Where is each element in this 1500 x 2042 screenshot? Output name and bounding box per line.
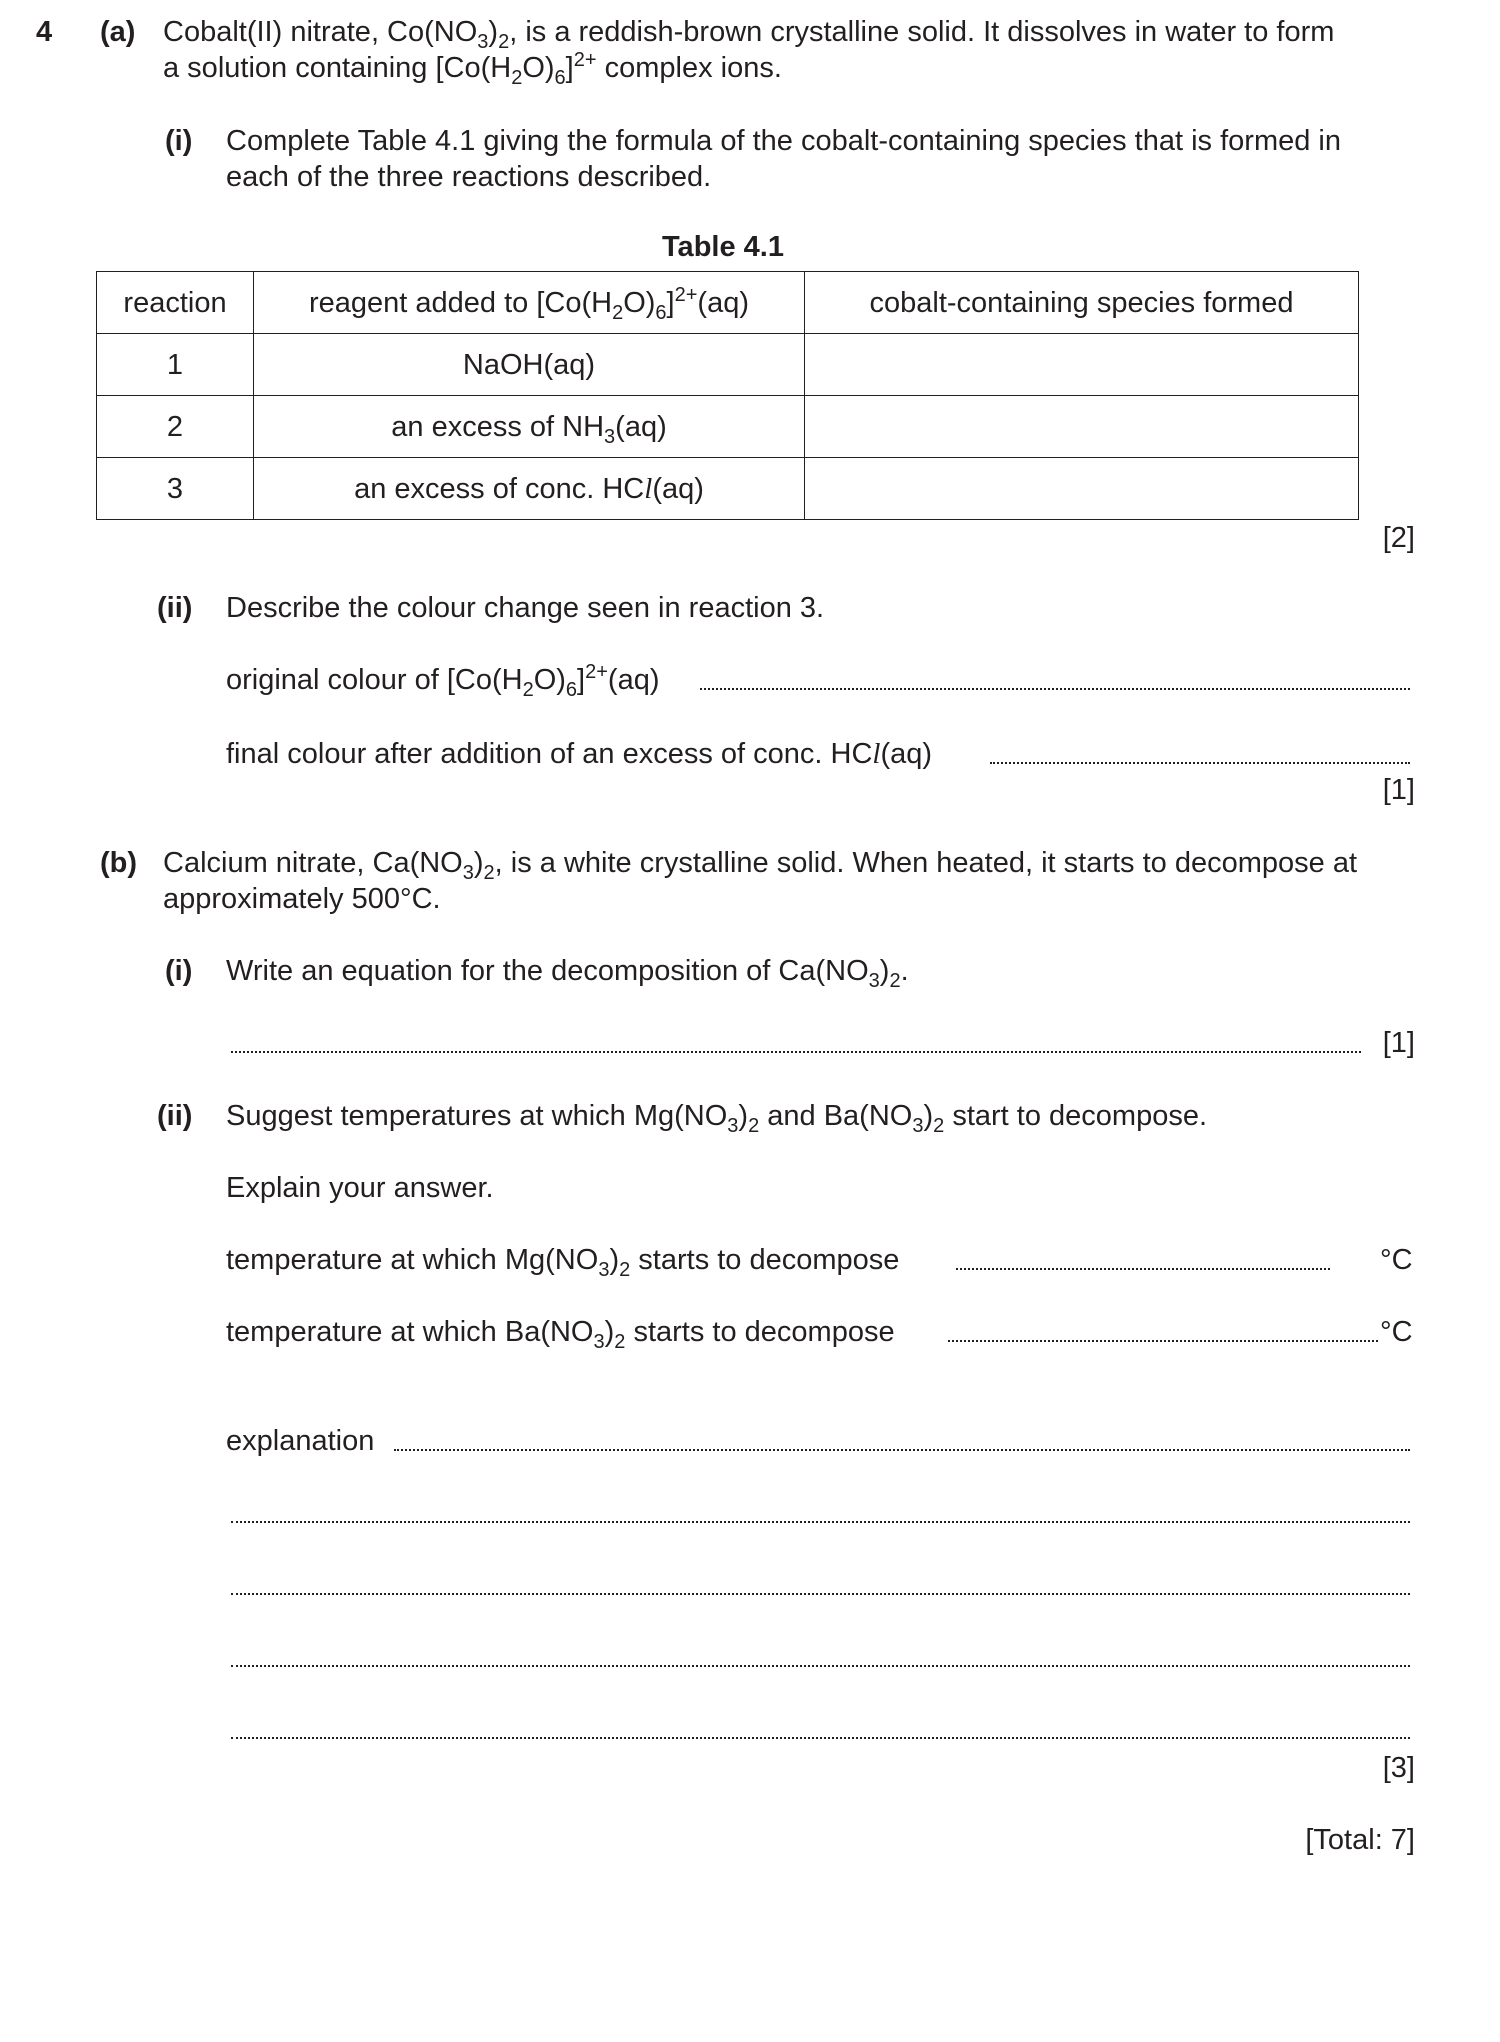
- ba-temperature-answer-line[interactable]: [948, 1340, 1378, 1342]
- explanation-answer-line[interactable]: [231, 1593, 1410, 1595]
- mg-temperature-label: temperature at which $Mg(NO_3)_2$ starts to decompose: [226, 1244, 900, 1281]
- marks-b-ii: [3]: [1382, 1752, 1415, 1784]
- table-4-1: [96, 271, 1359, 520]
- table-row: [97, 334, 1359, 396]
- explanation-answer-line[interactable]: [394, 1449, 1410, 1451]
- mg-temperature-answer-line[interactable]: [956, 1268, 1330, 1270]
- part-a-stem-line2: a solution containing $[Co(H_2O)_6]^{2+}$ complex ions.: [163, 49, 782, 89]
- part-a-ii-label: (ii): [157, 592, 193, 624]
- marks-a-i: [2]: [1382, 522, 1415, 554]
- reaction-number: 2: [97, 396, 254, 458]
- part-a-ii-prompt: Describe the colour change seen in reaction 3.: [226, 592, 825, 624]
- final-colour-answer-line[interactable]: [990, 762, 1410, 764]
- total-marks: [Total: 7]: [1305, 1824, 1415, 1856]
- explain-instruction: Explain your answer.: [226, 1172, 494, 1204]
- ba-temperature-unit: °C: [1380, 1316, 1413, 1348]
- mg-temperature-unit: °C: [1380, 1244, 1413, 1276]
- part-b-i-label: (i): [165, 955, 193, 987]
- ba-temperature-label: temperature at which $Ba(NO_3)_2$ starts to decompose: [226, 1316, 895, 1353]
- table-header-row: [97, 272, 1359, 334]
- species-answer-cell[interactable]: [805, 334, 1359, 396]
- header-reaction: reaction: [97, 272, 254, 334]
- part-b-i-prompt: Write an equation for the decomposition of $Ca(NO_3)_2$.: [226, 955, 909, 992]
- question-number: 4: [36, 16, 53, 48]
- explanation-answer-line[interactable]: [231, 1737, 1410, 1739]
- equation-answer-line[interactable]: [231, 1051, 1361, 1053]
- part-a-label: (a): [100, 16, 136, 48]
- part-b-stem-line1: Calcium nitrate, $Ca(NO_3)_2$, is a white crystalline solid. When heated, it starts to decompose at: [163, 847, 1358, 884]
- header-species: cobalt-containing species formed: [805, 272, 1359, 334]
- explanation-label: explanation: [226, 1425, 375, 1457]
- part-b-stem-line2: approximately 500°C.: [163, 883, 441, 915]
- reagent-cell: an excess of conc. HCl(aq): [254, 458, 805, 520]
- marks-b-i: [1]: [1382, 1027, 1415, 1059]
- part-a-stem-line1: Cobalt(II) nitrate, $Co(NO_3)_2$, is a reddish-brown crystalline solid. It dissolves in water to form: [163, 16, 1335, 53]
- part-b-ii-label: (ii): [157, 1100, 193, 1132]
- table-row: [97, 458, 1359, 520]
- final-colour-label: final colour after addition of an excess of conc. HCl(aq): [226, 738, 933, 770]
- table-row: [97, 396, 1359, 458]
- part-b-label: (b): [100, 847, 138, 879]
- reaction-number: 1: [97, 334, 254, 396]
- species-answer-cell[interactable]: [805, 458, 1359, 520]
- marks-a-ii: [1]: [1382, 774, 1415, 806]
- original-colour-answer-line[interactable]: [700, 688, 1410, 690]
- reagent-cell: an excess of $NH_3(aq)$: [254, 396, 805, 458]
- part-b-ii-prompt: Suggest temperatures at which $Mg(NO_3)_2$ and $Ba(NO_3)_2$ start to decompose.: [226, 1100, 1208, 1137]
- table-title: Table 4.1: [662, 231, 784, 263]
- original-colour-label: original colour of $[Co(H_2O)_6]^{2+}(aq)$: [226, 661, 660, 701]
- explanation-answer-line[interactable]: [231, 1521, 1410, 1523]
- part-a-i-label: (i): [165, 125, 193, 157]
- species-answer-cell[interactable]: [805, 396, 1359, 458]
- header-reagent: reagent added to $[Co(H_2O)_6]^{2+}(aq)$: [254, 272, 805, 334]
- reaction-number: 3: [97, 458, 254, 520]
- part-a-i-line2: each of the three reactions described.: [226, 161, 712, 193]
- reagent-cell: NaOH(aq): [254, 334, 805, 396]
- explanation-answer-line[interactable]: [231, 1665, 1410, 1667]
- part-a-i-line1: Complete Table 4.1 giving the formula of the cobalt-containing species that is formed in: [226, 125, 1341, 157]
